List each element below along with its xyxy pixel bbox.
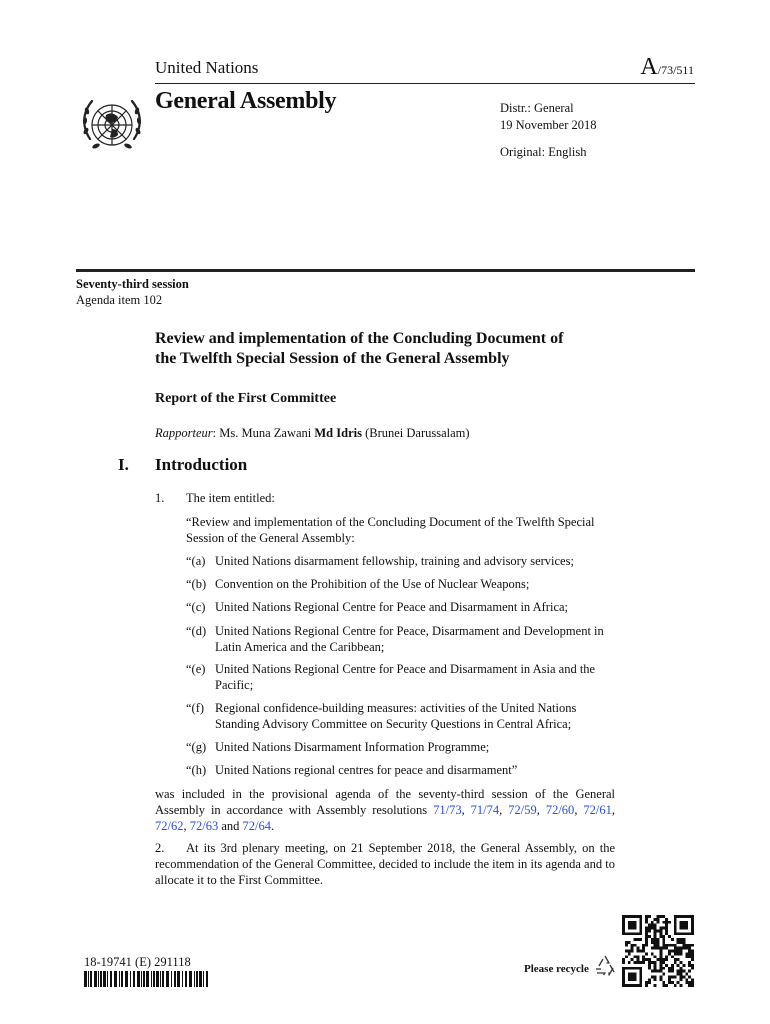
- list-item-mark: “(e): [186, 662, 206, 676]
- list-item-text: United Nations Disarmament Information Programme;: [215, 740, 490, 754]
- list-item: [186, 576, 616, 592]
- header-rule: [155, 83, 695, 84]
- rapporteur-prefix: Ms. Muna Zawani: [219, 426, 315, 440]
- document-symbol-suffix: /73/511: [657, 63, 694, 77]
- paragraph-2: [155, 840, 615, 888]
- rapporteur-surname: Md Idris: [314, 426, 362, 440]
- recycle-icon: [593, 953, 617, 979]
- document-symbol-prefix: A: [640, 54, 658, 80]
- separator: ,: [183, 819, 190, 833]
- paragraph-text: At its 3rd plenary meeting, on 21 September 2018, the General Assembly, on the recommendation of the General Committee, decided to include the item in its agenda and to allocate it to the First Committee.: [155, 841, 615, 887]
- recycle-label: Please recycle: [524, 963, 589, 975]
- list-item: [186, 762, 616, 778]
- list-item-text: Regional confidence-building measures: activities of the United Nations Standing Advisory Committee on Security Questions in Central Africa;: [215, 701, 577, 731]
- body-title: General Assembly: [155, 88, 337, 114]
- resolution-link[interactable]: 72/64: [242, 819, 272, 833]
- document-date: 19 November 2018: [500, 118, 597, 132]
- list-item: [186, 700, 616, 732]
- list-item-mark: “(c): [186, 600, 206, 614]
- list-item-mark: “(a): [186, 554, 206, 568]
- list-item: [186, 553, 616, 569]
- and-word: and: [218, 819, 243, 833]
- session-block: [76, 276, 189, 308]
- resolution-link[interactable]: 72/63: [189, 819, 219, 833]
- original-language: Original: English: [500, 145, 587, 159]
- qr-code-icon: [622, 915, 694, 987]
- separator: ,: [574, 803, 584, 817]
- distribution-line: Distr.: General: [500, 101, 574, 115]
- document-symbol: [640, 54, 694, 81]
- section-number: I.: [118, 455, 129, 474]
- resolution-link[interactable]: 71/74: [470, 803, 500, 817]
- section-title: Introduction: [155, 455, 248, 474]
- list-item-mark: “(f): [186, 701, 205, 715]
- list-item: [186, 599, 616, 615]
- session-name: Seventy-third session: [76, 277, 189, 291]
- paragraph-lead: The item entitled:: [186, 491, 275, 505]
- resolution-link[interactable]: 72/61: [583, 803, 612, 817]
- agenda-item: Agenda item 102: [76, 293, 163, 307]
- header-thick-rule: [76, 269, 695, 272]
- list-item: [186, 661, 616, 693]
- list-item-mark: “(b): [186, 577, 207, 591]
- distribution-block: [500, 100, 597, 161]
- document-title-line: Review and implementation of the Concluding Document of: [155, 330, 564, 347]
- list-item-mark: “(g): [186, 740, 207, 754]
- quote-intro: “Review and implementation of the Concluding Document of the Twelfth Special Session of the General Assembly:: [186, 515, 595, 545]
- barcode-icon: [84, 971, 208, 987]
- list-item-text: United Nations disarmament fellowship, training and advisory services;: [215, 554, 574, 568]
- period: .: [271, 819, 275, 833]
- rapporteur-colon: :: [212, 426, 220, 440]
- report-title: Report of the First Committee: [155, 391, 337, 406]
- rapporteur-country: (Brunei Darussalam): [361, 426, 470, 440]
- paragraph-closing: [155, 786, 615, 834]
- resolution-link[interactable]: 72/60: [545, 803, 575, 817]
- separator: ,: [499, 803, 509, 817]
- closing-text: was included in the provisional agenda of the seventy-third session of the General Assembly in accordance with Assembly resolutions: [155, 787, 615, 817]
- separator: ,: [536, 803, 546, 817]
- separator: ,: [461, 803, 471, 817]
- organization-name: United Nations: [155, 58, 259, 77]
- paragraph-number: 1.: [155, 491, 165, 505]
- list-item-text: United Nations Regional Centre for Peace and Disarmament in Asia and the Pacific;: [215, 662, 596, 692]
- document-job-number: 18-19741 (E) 291118: [84, 955, 191, 969]
- resolution-link[interactable]: 71/73: [433, 803, 462, 817]
- list-item-text: United Nations Regional Centre for Peace, Disarmament and Development in Latin America and the Caribbean;: [215, 624, 604, 654]
- paragraph-number: 2.: [155, 841, 165, 855]
- document-title: [155, 329, 625, 369]
- list-item: [186, 739, 616, 755]
- rapporteur-label: Rapporteur: [155, 426, 213, 440]
- list-item: [186, 623, 616, 655]
- resolution-link[interactable]: 72/59: [508, 803, 537, 817]
- document-title-line: the Twelfth Special Session of the General Assembly: [155, 350, 510, 367]
- list-item-text: Convention on the Prohibition of the Use of Nuclear Weapons;: [215, 577, 530, 591]
- list-item-text: United Nations regional centres for peace and disarmament”: [215, 763, 518, 777]
- list-item-mark: “(d): [186, 624, 207, 638]
- rapporteur-line: [155, 426, 470, 441]
- resolution-link[interactable]: 72/62: [155, 819, 184, 833]
- separator: ,: [611, 803, 616, 817]
- un-emblem-icon: [78, 91, 146, 159]
- list-item-mark: “(h): [186, 763, 207, 777]
- list-item-text: United Nations Regional Centre for Peace and Disarmament in Africa;: [215, 600, 569, 614]
